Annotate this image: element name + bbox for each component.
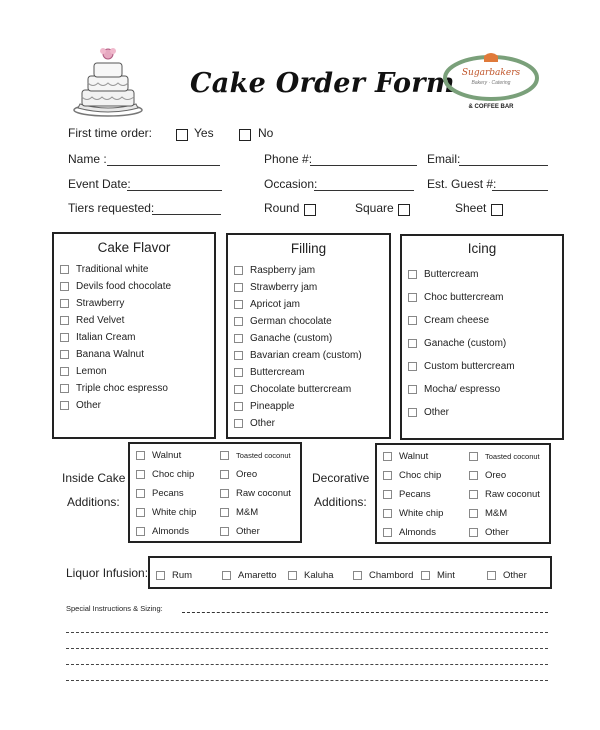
checkbox[interactable] bbox=[383, 490, 392, 499]
tiers-label: Tiers requested: bbox=[68, 201, 155, 215]
checkbox[interactable] bbox=[234, 402, 243, 411]
liquor-option[interactable]: Kaluha bbox=[288, 570, 334, 581]
checkbox[interactable] bbox=[469, 509, 478, 518]
inside-option[interactable]: Oreo bbox=[220, 469, 257, 480]
checkbox[interactable] bbox=[136, 527, 145, 536]
sheet-label: Sheet bbox=[455, 201, 487, 215]
icing-option[interactable]: Buttercream bbox=[408, 269, 478, 280]
checkbox[interactable] bbox=[487, 571, 496, 580]
liquor-option[interactable]: Chambord bbox=[353, 570, 413, 581]
checkbox[interactable] bbox=[234, 419, 243, 428]
special-instructions-label: Special Instructions & Sizing: bbox=[66, 604, 163, 613]
flavor-option[interactable]: Other bbox=[60, 400, 101, 411]
checkbox[interactable] bbox=[408, 385, 417, 394]
inside-option[interactable]: White chip bbox=[136, 507, 196, 518]
email-label: Email: bbox=[427, 152, 461, 166]
filling-option[interactable]: Apricot jam bbox=[234, 299, 300, 310]
checkbox[interactable] bbox=[408, 316, 417, 325]
decorative-option[interactable]: Pecans bbox=[383, 489, 431, 500]
checkbox[interactable] bbox=[408, 339, 417, 348]
decorative-option[interactable]: Choc chip bbox=[383, 470, 441, 481]
checkbox[interactable] bbox=[288, 571, 297, 580]
instructions-line[interactable] bbox=[66, 680, 548, 681]
inside-option[interactable]: Almonds bbox=[136, 526, 189, 537]
flavor-option[interactable]: Red Velvet bbox=[60, 315, 124, 326]
checkbox[interactable] bbox=[408, 408, 417, 417]
decorative-option[interactable]: Raw coconut bbox=[469, 489, 540, 500]
filling-box bbox=[226, 233, 391, 439]
checkbox[interactable] bbox=[136, 508, 145, 517]
est-guest-label: Est. Guest #: bbox=[427, 177, 497, 191]
decorative-additions-label: Additions: bbox=[314, 495, 367, 509]
checkbox[interactable] bbox=[234, 368, 243, 377]
inside-cake-label: Inside Cake bbox=[62, 471, 126, 485]
decorative-option[interactable]: White chip bbox=[383, 508, 443, 519]
liquor-box bbox=[148, 556, 552, 589]
sheet-checkbox[interactable] bbox=[491, 204, 503, 216]
checkbox[interactable] bbox=[234, 351, 243, 360]
checkbox[interactable] bbox=[60, 299, 69, 308]
occasion-label: Occasion: bbox=[264, 177, 318, 191]
filling-option[interactable]: Buttercream bbox=[234, 367, 304, 378]
checkbox[interactable] bbox=[136, 470, 145, 479]
no-checkbox[interactable] bbox=[239, 129, 251, 141]
flavor-option[interactable]: Lemon bbox=[60, 366, 107, 377]
email-field[interactable] bbox=[459, 153, 548, 166]
filling-option[interactable]: Other bbox=[234, 418, 275, 429]
bakery-logo bbox=[440, 52, 542, 122]
checkbox[interactable] bbox=[408, 293, 417, 302]
checkbox[interactable] bbox=[383, 471, 392, 480]
icing-box bbox=[400, 234, 564, 440]
checkbox[interactable] bbox=[234, 385, 243, 394]
checkbox[interactable] bbox=[469, 528, 478, 537]
phone-label: Phone #: bbox=[264, 152, 313, 166]
event-date-field[interactable] bbox=[127, 178, 222, 191]
flavor-option[interactable]: Triple choc espresso bbox=[60, 383, 168, 394]
yes-label: Yes bbox=[194, 126, 214, 140]
checkbox[interactable] bbox=[156, 571, 165, 580]
checkbox[interactable] bbox=[234, 266, 243, 275]
checkbox[interactable] bbox=[234, 317, 243, 326]
checkbox[interactable] bbox=[60, 384, 69, 393]
liquor-option[interactable]: Mint bbox=[421, 570, 455, 581]
instructions-line[interactable] bbox=[66, 664, 548, 665]
inside-additions-box bbox=[128, 442, 302, 543]
icing-option[interactable]: Cream cheese bbox=[408, 315, 489, 326]
round-label: Round bbox=[264, 201, 300, 215]
inside-option[interactable]: M&M bbox=[220, 507, 258, 518]
flavor-option[interactable]: Traditional white bbox=[60, 264, 148, 275]
decorative-option[interactable]: Other bbox=[469, 527, 509, 538]
checkbox[interactable] bbox=[60, 333, 69, 342]
icing-title: Icing bbox=[467, 241, 497, 256]
instructions-line[interactable] bbox=[66, 632, 548, 633]
flavor-option[interactable]: Strawberry bbox=[60, 298, 124, 309]
name-field[interactable] bbox=[107, 153, 220, 166]
checkbox[interactable] bbox=[234, 334, 243, 343]
phone-field[interactable] bbox=[310, 153, 417, 166]
flavor-option[interactable]: Devils food chocolate bbox=[60, 281, 171, 292]
decorative-option[interactable]: Oreo bbox=[469, 470, 506, 481]
checkbox[interactable] bbox=[408, 362, 417, 371]
icing-option[interactable]: Other bbox=[408, 407, 449, 418]
checkbox[interactable] bbox=[408, 270, 417, 279]
checkbox[interactable] bbox=[136, 489, 145, 498]
inside-option[interactable]: Toasted coconut bbox=[220, 451, 291, 460]
no-label: No bbox=[258, 126, 274, 140]
filling-option[interactable]: Strawberry jam bbox=[234, 282, 317, 293]
inside-option[interactable]: Raw coconut bbox=[220, 488, 291, 499]
round-checkbox[interactable] bbox=[304, 204, 316, 216]
icing-option[interactable]: Mocha/ espresso bbox=[408, 384, 500, 395]
decorative-label: Decorative bbox=[312, 471, 370, 485]
checkbox[interactable] bbox=[383, 509, 392, 518]
filling-title: Filling bbox=[290, 241, 327, 256]
decorative-option[interactable]: Almonds bbox=[383, 527, 436, 538]
yes-checkbox[interactable] bbox=[176, 129, 188, 141]
flavor-option[interactable]: Banana Walnut bbox=[60, 349, 144, 360]
tiers-field[interactable] bbox=[152, 202, 221, 215]
decorative-additions-box bbox=[375, 443, 551, 544]
checkbox[interactable] bbox=[220, 470, 229, 479]
page-title: Cake Order Form bbox=[190, 68, 455, 99]
inside-option[interactable]: Other bbox=[220, 526, 260, 537]
checkbox[interactable] bbox=[220, 489, 229, 498]
liquor-option[interactable]: Amaretto bbox=[222, 570, 277, 581]
filling-option[interactable]: Ganache (custom) bbox=[234, 333, 332, 344]
first-time-label: First time order: bbox=[68, 126, 153, 140]
checkbox[interactable] bbox=[469, 490, 478, 499]
checkbox[interactable] bbox=[222, 571, 231, 580]
checkbox[interactable] bbox=[60, 265, 69, 274]
filling-option[interactable]: Chocolate buttercream bbox=[234, 384, 351, 395]
logo-subtitle: Bakery · Catering bbox=[471, 80, 511, 86]
checkbox[interactable] bbox=[353, 571, 362, 580]
filling-option[interactable]: Raspberry jam bbox=[234, 265, 315, 276]
icing-option[interactable]: Ganache (custom) bbox=[408, 338, 506, 349]
special-instructions-field[interactable] bbox=[182, 602, 548, 613]
checkbox[interactable] bbox=[220, 527, 229, 536]
filling-option[interactable]: Bavarian cream (custom) bbox=[234, 350, 362, 361]
checkbox[interactable] bbox=[383, 528, 392, 537]
checkbox[interactable] bbox=[421, 571, 430, 580]
liquor-option[interactable]: Rum bbox=[156, 570, 192, 581]
filling-option[interactable]: Pineapple bbox=[234, 401, 294, 412]
checkbox[interactable] bbox=[60, 367, 69, 376]
decorative-option[interactable]: M&M bbox=[469, 508, 507, 519]
inside-option[interactable]: Pecans bbox=[136, 488, 184, 499]
icing-option[interactable]: Choc buttercream bbox=[408, 292, 503, 303]
liquor-label: Liquor Infusion: bbox=[66, 566, 149, 580]
checkbox[interactable] bbox=[60, 401, 69, 410]
filling-option[interactable]: German chocolate bbox=[234, 316, 332, 327]
name-label: Name : bbox=[68, 152, 107, 166]
square-label: Square bbox=[355, 201, 394, 215]
checkbox[interactable] bbox=[220, 451, 229, 460]
decorative-option[interactable]: Walnut bbox=[383, 451, 428, 462]
occasion-field[interactable] bbox=[314, 178, 414, 191]
decorative-option[interactable]: Toasted coconut bbox=[469, 452, 540, 461]
checkbox[interactable] bbox=[60, 282, 69, 291]
inside-option[interactable]: Choc chip bbox=[136, 469, 194, 480]
event-date-label: Event Date: bbox=[68, 177, 131, 191]
checkbox[interactable] bbox=[234, 283, 243, 292]
liquor-option[interactable]: Other bbox=[487, 570, 527, 581]
inside-additions-label: Additions: bbox=[67, 495, 120, 509]
cake-flavor-box bbox=[52, 232, 216, 439]
checkbox[interactable] bbox=[383, 452, 392, 461]
checkbox[interactable] bbox=[234, 300, 243, 309]
icing-option[interactable]: Custom buttercream bbox=[408, 361, 515, 372]
square-checkbox[interactable] bbox=[398, 204, 410, 216]
checkbox[interactable] bbox=[60, 350, 69, 359]
checkbox[interactable] bbox=[60, 316, 69, 325]
inside-option[interactable]: Walnut bbox=[136, 450, 181, 461]
checkbox[interactable] bbox=[136, 451, 145, 460]
cake-flavor-title: Cake Flavor bbox=[97, 240, 171, 255]
est-guest-field[interactable] bbox=[492, 178, 548, 191]
checkbox[interactable] bbox=[469, 471, 478, 480]
checkbox[interactable] bbox=[220, 508, 229, 517]
cake-illustration bbox=[68, 42, 148, 120]
logo-tagline: & COFFEE BAR bbox=[468, 104, 514, 110]
instructions-line[interactable] bbox=[66, 648, 548, 649]
flavor-option[interactable]: Italian Cream bbox=[60, 332, 135, 343]
logo-name: Sugarbakers bbox=[461, 68, 521, 78]
checkbox[interactable] bbox=[469, 452, 478, 461]
